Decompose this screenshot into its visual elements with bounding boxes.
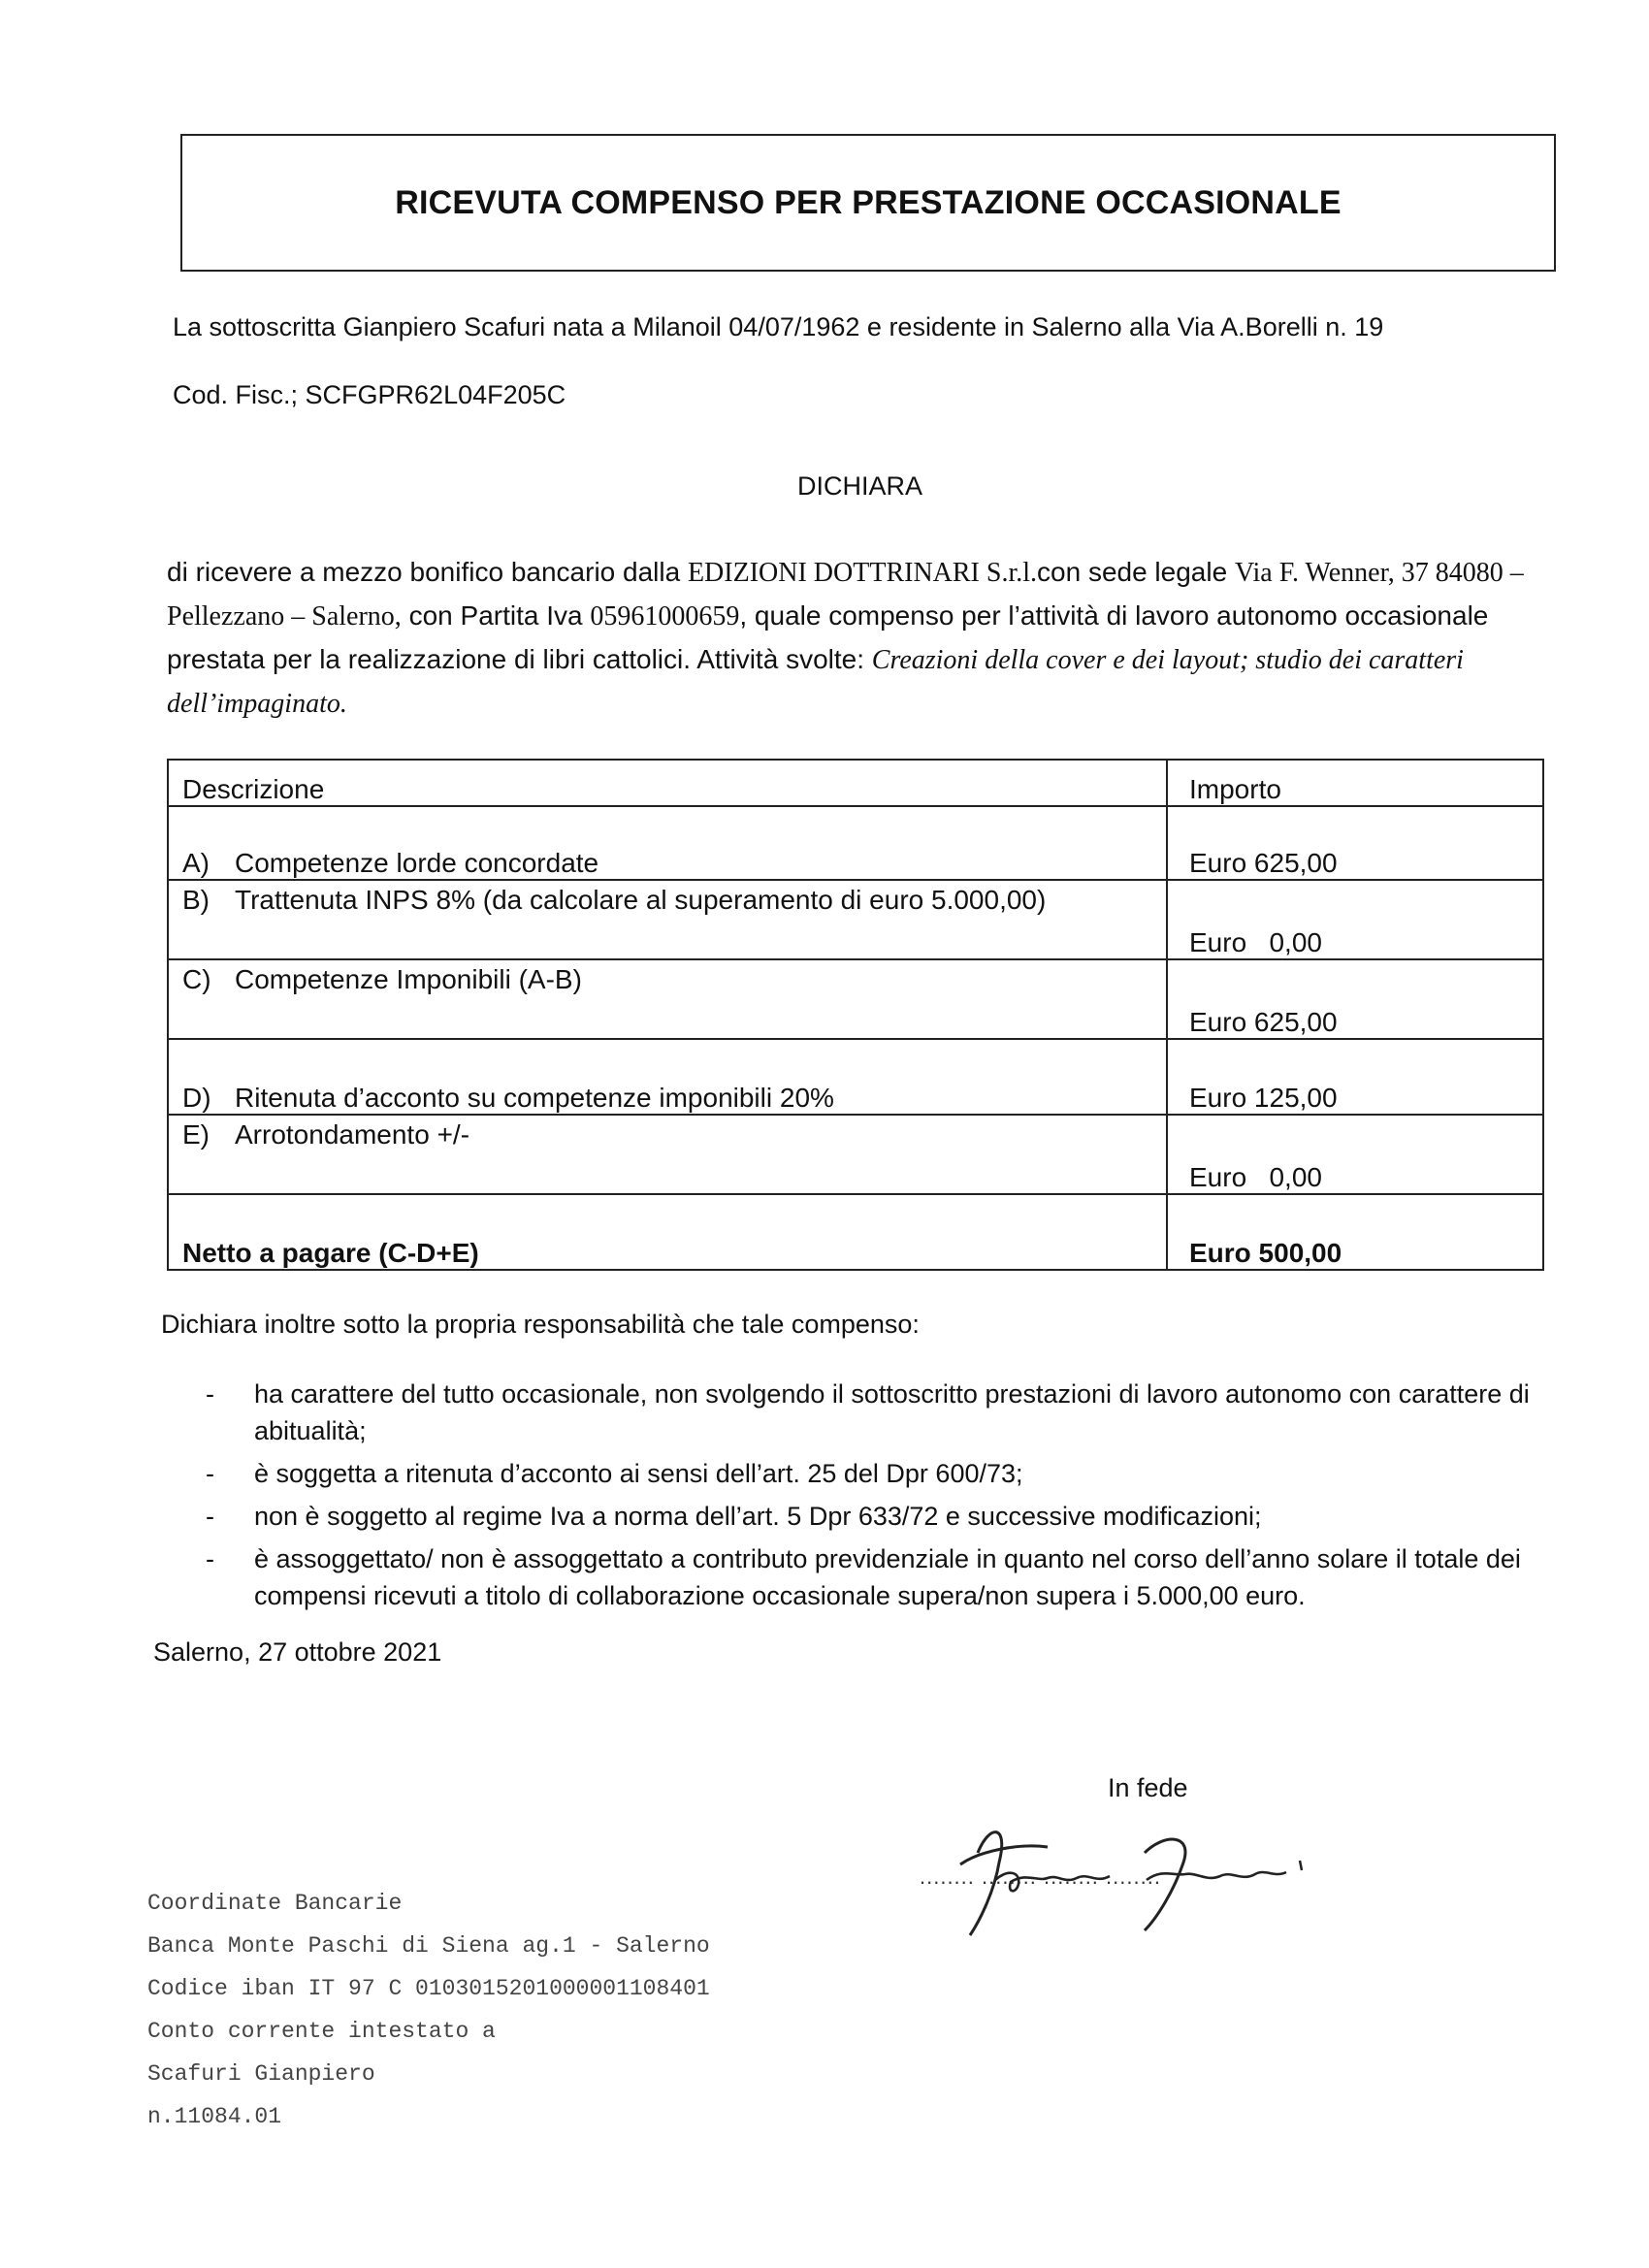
in-fede-label: In fede [1108,1773,1188,1802]
row-label: E) [182,1119,210,1150]
list-item [206,1455,1564,1492]
vat-number: 05961000659 [590,601,740,632]
table-total-row [168,1194,1543,1270]
intro-line: La sottoscritta Gianpiero Scafuri nata a Milanoil 04/07/1962 e residente in Salerno alla Via A.Borelli n. 19 [173,312,1384,341]
list-item [206,1498,1564,1535]
header-amount: Importo [1167,760,1543,806]
account-holder-label: Conto corrente intestato a [147,2019,496,2044]
company-address: Via F. Wenner, 37 84080 – Pellezzano – Salerno, [167,558,1524,632]
row-label: D) [182,1083,211,1113]
list-item [206,1540,1564,1614]
para-part4: , quale compenso per l’attività di lavoro autonomo occasionale prestata per la realizzazione di libri cattolici. Attività svolte: [167,600,1489,674]
signature-dots: ........ ........ ........ ........ [920,1864,1161,1889]
list-item-text: è soggetta a ritenuta d’acconto ai sensi dell’art. 25 del Dpr 600/73; [254,1459,1023,1488]
table-row [168,880,1543,959]
activities-text: Creazioni della cover e dei layout; studio dei caratteri dell’impaginato. [167,645,1464,719]
document-title: RICEVUTA COMPENSO PER PRESTAZIONE OCCASIONALE [395,183,1342,221]
row-label: C) [182,964,211,994]
declaration-paragraph [167,551,1554,726]
table-row [168,1115,1543,1194]
para-part2: con sede legale [1037,557,1235,587]
tax-code: Cod. Fisc.; SCFGPR62L04F205C [173,380,566,409]
table-row [168,1039,1543,1115]
handwritten-signature [902,1804,1358,1940]
row-amount: Euro 625,00 [1167,806,1543,880]
total-amount: Euro 500,00 [1167,1194,1543,1270]
row-amount: Euro 0,00 [1167,880,1543,959]
declaration-intro: Dichiara inoltre sotto la propria responsabilità che tale compenso: [161,1310,920,1339]
row-label: B) [182,885,210,915]
row-amount: Euro 0,00 [1167,1115,1543,1194]
list-item [206,1376,1564,1449]
list-dash: - [206,1544,214,1573]
bank-details [147,1882,710,2138]
row-description: Competenze lorde concordate [235,848,599,878]
bank-heading: Coordinate Bancarie [147,1891,403,1916]
bank-iban: Codice iban IT 97 C 0103015201000001108401 [147,1976,710,2001]
para-part1: di ricevere a mezzo bonifico bancario dalla [167,557,688,587]
para-part3: con Partita Iva [401,600,591,631]
row-label: A) [182,848,210,878]
row-amount: Euro 125,00 [1167,1039,1543,1115]
list-item-text: non è soggetto al regime Iva a norma dell’art. 5 Dpr 633/72 e successive modificazioni; [254,1502,1262,1531]
company-name: EDIZIONI DOTTRINARI S.r.l. [687,558,1038,588]
list-dash: - [206,1459,214,1488]
row-description: Arrotondamento +/- [235,1119,470,1150]
list-dash: - [206,1502,214,1531]
row-description: Trattenuta INPS 8% (da calcolare al superamento di euro 5.000,00) [235,885,1047,915]
account-holder: Scafuri Gianpiero [147,2061,375,2087]
row-description: Ritenuta d’acconto su competenze imponibili 20% [235,1083,834,1113]
bank-name: Banca Monte Paschi di Siena ag.1 - Salerno [147,1933,710,1959]
row-description: Competenze Imponibili (A-B) [235,964,582,994]
table-header-row [168,760,1543,806]
declaration-list [206,1376,1564,1620]
table-row [168,959,1543,1039]
account-number: n.11084.01 [147,2104,282,2129]
compensation-table [167,759,1544,1271]
list-dash: - [206,1379,214,1409]
row-amount: Euro 625,00 [1167,959,1543,1039]
table-row [168,806,1543,880]
header-description: Descrizione [168,760,1167,806]
list-item-text: ha carattere del tutto occasionale, non svolgendo il sottoscritto prestazioni di lavoro autonomo con carattere di abitualità; [254,1379,1530,1445]
document-title-box [180,134,1556,272]
declares-heading: DICHIARA [797,471,923,501]
place-date: Salerno, 27 ottobre 2021 [153,1637,442,1667]
total-description: Netto a pagare (C-D+E) [168,1194,1167,1270]
list-item-text: è assoggettato/ non è assoggettato a contributo previdenziale in quanto nel corso dell’anno solare il totale dei compensi ricevuti a titolo di collaborazione occasionale supera/non supera i 5.000,00 euro. [254,1544,1521,1610]
